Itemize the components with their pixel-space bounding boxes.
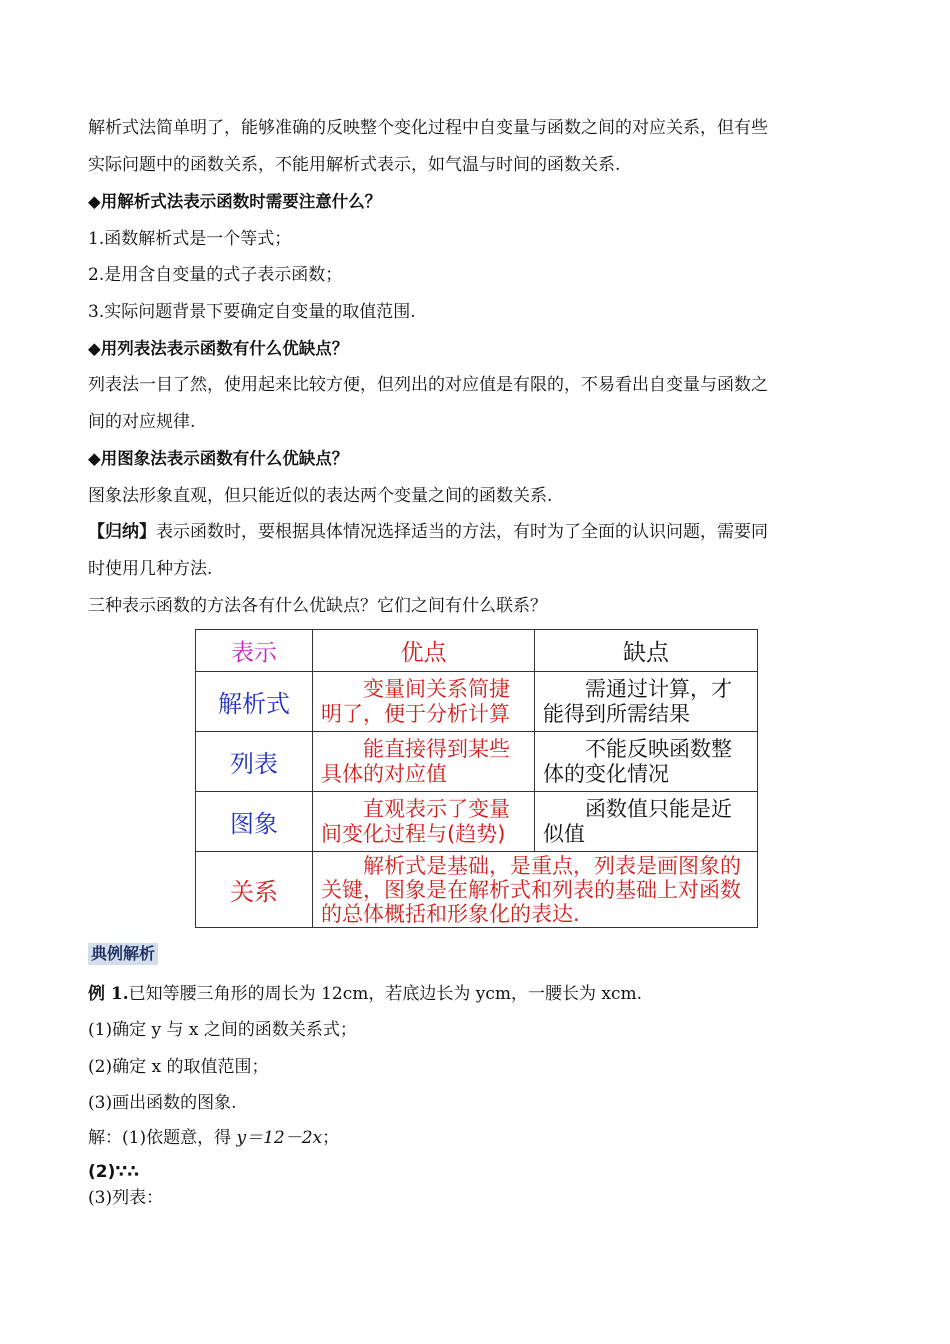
solution-suffix: ；	[322, 1128, 340, 1148]
example-question-3: (3)画出函数的图象.	[88, 1093, 237, 1113]
comparison-table	[195, 629, 758, 928]
question-1-answer-2: 2.是用含自变量的式子表示函数；	[88, 265, 343, 285]
question-1-heading: ◆用解析式法表示函数时需要注意什么？	[88, 192, 382, 211]
intro-line-1: 解析式法简单明了，能够准确的反映整个变化过程中自变量与函数之间的对应关系，但有些	[88, 118, 768, 138]
intro-line-2: 实际问题中的函数关系，不能用解析式表示，如气温与时间的函数关系.	[88, 155, 621, 175]
row-disadvantage: 函数值只能是近似值	[543, 796, 732, 846]
example-stem-text: 已知等腰三角形的周长为 12cm，若底边长为 ycm，一腰长为 xcm.	[128, 984, 643, 1004]
header-method: 表示	[196, 630, 313, 672]
table-row	[196, 672, 758, 732]
question-3-answer: 图象法形象直观，但只能近似的表达两个变量之间的函数关系.	[88, 486, 553, 506]
question-1-answer-3: 3.实际问题背景下要确定自变量的取值范围.	[88, 302, 416, 322]
summary-line-1	[88, 520, 768, 544]
row-method-name: 列表	[196, 732, 313, 792]
table-intro: 三种表示函数的方法各有什么优缺点？它们之间有什么联系？	[88, 596, 547, 616]
header-advantage: 优点	[313, 630, 535, 672]
row-advantage: 能直接得到某些具体的对应值	[321, 736, 510, 786]
table-relation-row	[196, 852, 758, 928]
example-question-2: (2)确定 x 的取值范围；	[88, 1057, 269, 1077]
row-method-name: 解析式	[196, 672, 313, 732]
row-disadvantage: 不能反映函数整体的变化情况	[543, 736, 732, 786]
question-2-answer-line-2: 间的对应规律.	[88, 412, 196, 432]
example-label: 例 1.	[88, 984, 129, 1004]
table-row	[196, 732, 758, 792]
relation-text: 解析式是基础，是重点，列表是画图象的关键，图象是在解析式和列表的基础上对函数的总体概括和形象化的表达.	[321, 853, 741, 926]
solution-step-1	[88, 1126, 339, 1150]
relation-label: 关系	[196, 852, 313, 928]
header-disadvantage: 缺点	[535, 630, 758, 672]
question-2-answer-line-1: 列表法一目了然，使用起来比较方便，但列出的对应值是有限的，不易看出自变量与函数之	[88, 375, 768, 395]
row-advantage: 直观表示了变量间变化过程与(趋势)	[321, 796, 510, 846]
question-3-heading: ◆用图象法表示函数有什么优缺点？	[88, 449, 349, 468]
row-advantage: 变量间关系简捷明了，便于分析计算	[321, 676, 510, 726]
summary-line-2: 时使用几种方法.	[88, 559, 213, 579]
solution-step-2: (2)∵∴	[88, 1162, 140, 1182]
example-question-1: (1)确定 y 与 x 之间的函数关系式；	[88, 1020, 357, 1040]
question-2-heading: ◆用列表法表示函数有什么优缺点？	[88, 339, 349, 358]
example-stem	[88, 982, 642, 1006]
question-1-answer-1: 1.函数解析式是一个等式；	[88, 229, 292, 249]
table-header-row	[196, 630, 758, 672]
table-row	[196, 792, 758, 852]
section-title-examples: 典例解析	[88, 943, 158, 965]
row-disadvantage: 需通过计算，才能得到所需结果	[543, 676, 732, 726]
solution-step-3: (3)列表：	[88, 1188, 164, 1208]
solution-formula: y＝12－2x	[236, 1128, 323, 1148]
solution-prefix: 解：(1)依题意，得	[88, 1128, 237, 1148]
summary-text: 表示函数时，要根据具体情况选择适当的方法，有时为了全面的认识问题，需要同	[156, 522, 768, 542]
row-method-name: 图象	[196, 792, 313, 852]
summary-tag: 【归纳】	[88, 522, 156, 542]
